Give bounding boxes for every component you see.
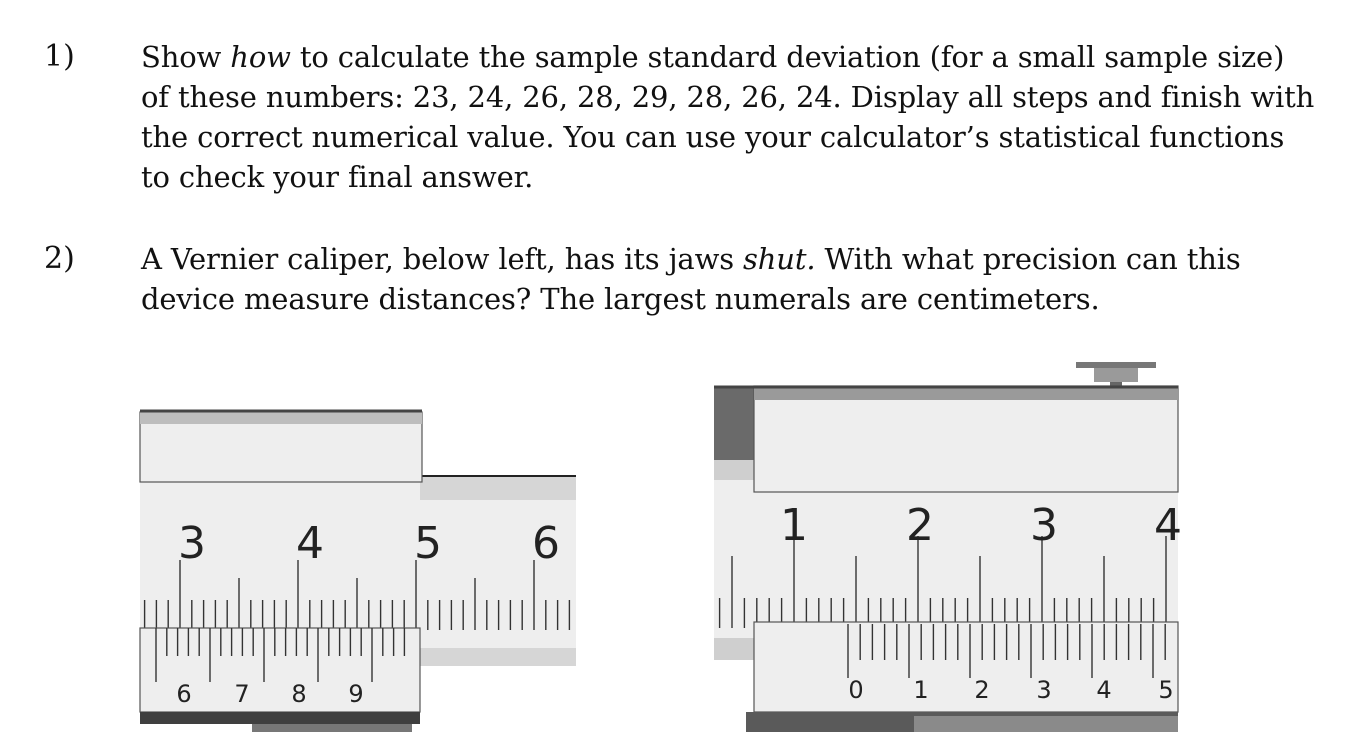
text-segment: Show xyxy=(141,40,231,74)
vernier-label-3: 3 xyxy=(1036,676,1052,704)
fixed-jaw xyxy=(714,386,754,460)
caliper-right-svg xyxy=(714,360,1182,732)
vernier-label-4: 4 xyxy=(1096,676,1112,704)
text-segment: With what precision can this device measure distances? The largest numerals are centimeters. xyxy=(141,242,1241,316)
vernier-caliper-left xyxy=(140,360,576,732)
main-label-2: 2 xyxy=(906,500,934,551)
vernier-label-5: 5 xyxy=(1158,676,1174,704)
problem-number: 1) xyxy=(44,39,75,74)
vernier-label-9: 9 xyxy=(348,680,364,708)
thumb-screw-body xyxy=(1094,368,1138,382)
problem-text xyxy=(141,239,1321,319)
bar-bottom-band xyxy=(420,648,576,666)
main-label-4: 4 xyxy=(1154,500,1182,551)
bar-top-band xyxy=(420,476,576,500)
vernier-caliper-right xyxy=(714,360,1182,732)
text-segment: A Vernier caliper, below left, has its jaws xyxy=(141,242,744,276)
vernier-label-1: 1 xyxy=(913,676,929,704)
thumb-screw-top xyxy=(1076,362,1156,368)
vernier-label-0: 0 xyxy=(848,676,864,704)
main-label-4: 4 xyxy=(296,518,324,569)
emphasis-how: how xyxy=(230,40,291,74)
main-label-3: 3 xyxy=(1030,500,1058,551)
main-label-5: 5 xyxy=(414,518,442,569)
main-label-1: 1 xyxy=(780,500,808,551)
problem-number: 2) xyxy=(44,241,75,276)
vernier-label-7: 7 xyxy=(234,680,250,708)
main-label-3: 3 xyxy=(178,518,206,569)
bar-bottom-band xyxy=(714,638,754,660)
vernier-label-6: 6 xyxy=(176,680,192,708)
slider-upper xyxy=(754,386,1178,492)
slider-foot xyxy=(914,716,1178,732)
main-label-6: 6 xyxy=(532,518,560,569)
caliper-left-svg xyxy=(140,360,576,732)
slider-foot xyxy=(252,724,412,732)
slider-bottom-edge xyxy=(140,712,420,724)
vernier-label-2: 2 xyxy=(974,676,990,704)
fixed-jaw-lower xyxy=(714,460,754,482)
emphasis-shut: shut. xyxy=(743,242,816,276)
text-segment: to calculate the sample standard deviation (for a small sample size) of these numbers: 23, 24, 26, 28, 29, 28, 26, 24. Display all steps and finish with the correct numerical value. You can use your calculator’s statistical functions to check your final answer. xyxy=(141,40,1315,194)
vernier-plate xyxy=(754,622,1178,712)
problem-text xyxy=(141,37,1321,197)
vernier-label-8: 8 xyxy=(291,680,307,708)
